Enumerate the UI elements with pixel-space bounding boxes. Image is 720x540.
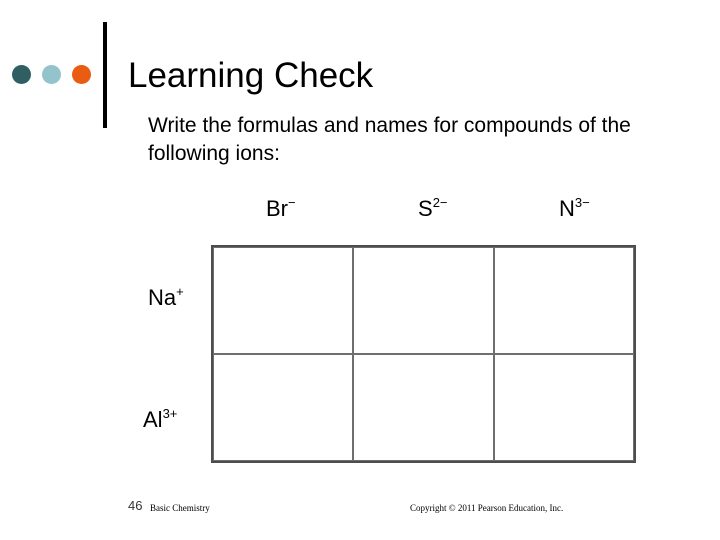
anion-header-s: $S^{2-}$ bbox=[418, 195, 448, 221]
title-divider bbox=[103, 22, 107, 128]
footer-copyright: Copyright © 2011 Pearson Education, Inc. bbox=[410, 503, 564, 513]
compound-grid bbox=[211, 245, 636, 463]
cation-label-al: $Al^{3+}$ bbox=[143, 406, 178, 432]
decorative-dot-light-teal bbox=[42, 65, 61, 84]
grid-cell-al-br bbox=[213, 354, 353, 461]
cation-label-na: Na+ bbox=[148, 284, 184, 310]
decorative-dot-dark-teal bbox=[12, 65, 31, 84]
anion-header-br: Br− bbox=[266, 195, 296, 221]
slide-title: Learning Check bbox=[128, 56, 374, 95]
grid-cell-na-s bbox=[353, 247, 493, 354]
footer-book-title: Basic Chemistry bbox=[150, 503, 210, 513]
anion-header-n: $N^{3-}$ bbox=[559, 195, 590, 221]
decorative-dot-orange bbox=[72, 65, 91, 84]
grid-cell-al-s bbox=[353, 354, 493, 461]
page-number: 46 bbox=[128, 498, 143, 513]
grid-cell-na-n bbox=[494, 247, 634, 354]
grid-cell-na-br bbox=[213, 247, 353, 354]
slide-instructions: Write the formulas and names for compounds of the following ions: bbox=[148, 114, 631, 165]
grid-cell-al-n bbox=[494, 354, 634, 461]
